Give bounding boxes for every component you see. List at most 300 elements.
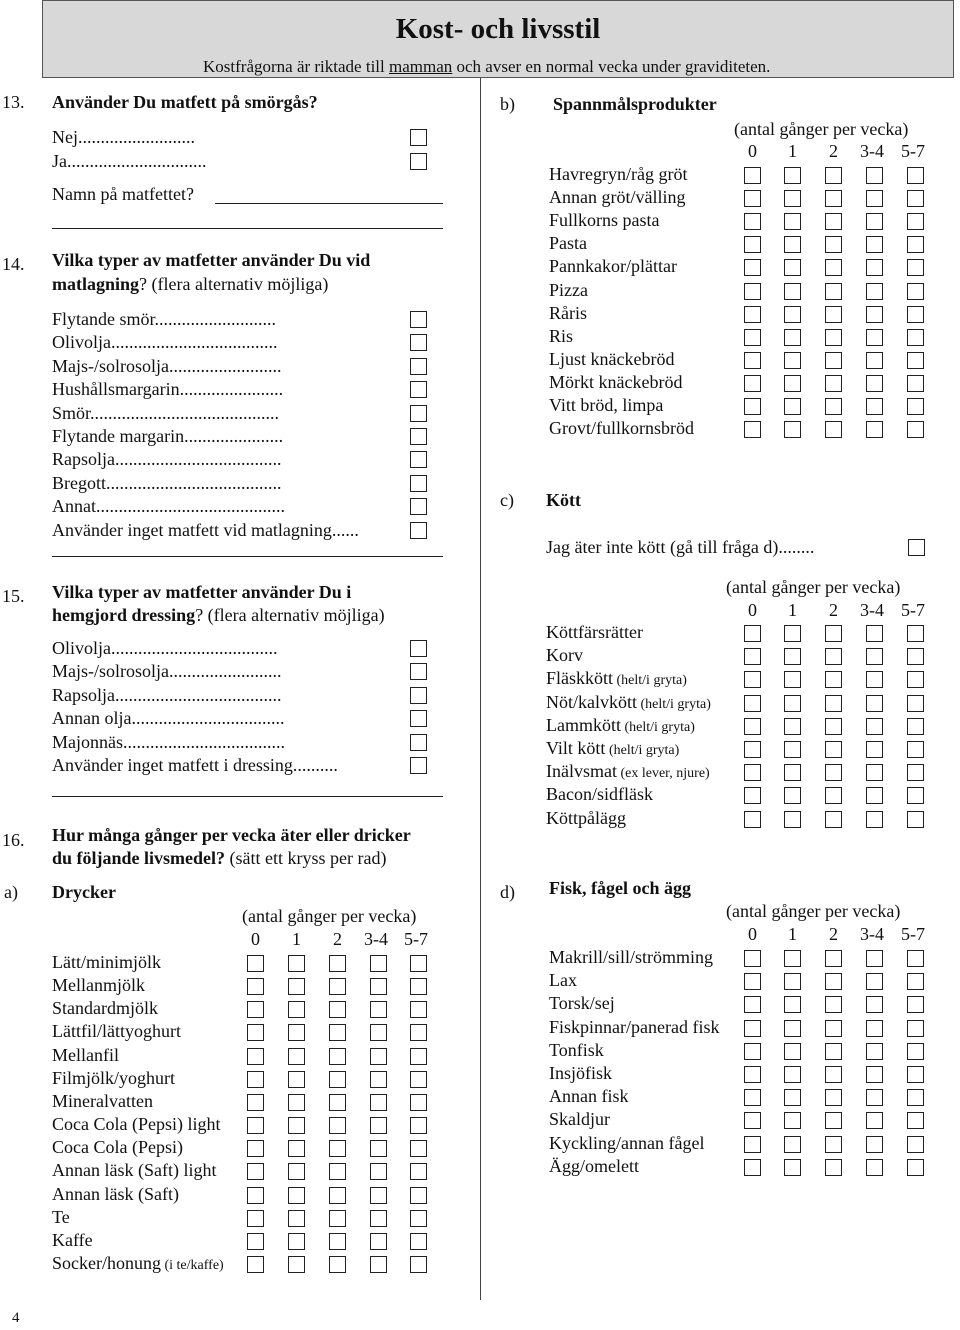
section_d-checkbox-3-4[interactable] bbox=[866, 1159, 883, 1176]
q15-question-line2 bbox=[52, 605, 385, 626]
item-name: Bacon/sidfläsk bbox=[546, 784, 653, 805]
item-name: Standardmjölk bbox=[52, 998, 158, 1019]
section_a-checkbox-5-7[interactable] bbox=[410, 1233, 427, 1250]
section_a-checkbox-0[interactable] bbox=[247, 1163, 264, 1180]
section_a-checkbox-0[interactable] bbox=[247, 1140, 264, 1157]
section_a-checkbox-5-7[interactable] bbox=[410, 1024, 427, 1041]
section_d-checkbox-1[interactable] bbox=[784, 950, 801, 967]
section_b-checkbox-5-7[interactable] bbox=[907, 259, 924, 276]
section_d-checkbox-5-7[interactable] bbox=[907, 1159, 924, 1176]
section_c-checkbox-3-4[interactable] bbox=[866, 625, 883, 642]
section_b-checkbox-3-4[interactable] bbox=[866, 306, 883, 323]
section_c-checkbox-1[interactable] bbox=[784, 718, 801, 735]
item-name: Coca Cola (Pepsi) light bbox=[52, 1114, 221, 1135]
section_b-item-label bbox=[549, 187, 685, 208]
section_b-checkbox-5-7[interactable] bbox=[907, 398, 924, 415]
section_c-checkbox-5-7[interactable] bbox=[907, 811, 924, 828]
section_a-checkbox-1[interactable] bbox=[288, 955, 305, 972]
section_c-checkbox-1[interactable] bbox=[784, 741, 801, 758]
section_b-checkbox-0[interactable] bbox=[744, 375, 761, 392]
q14-option-checkbox[interactable] bbox=[410, 475, 427, 492]
section_d-checkbox-5-7[interactable] bbox=[907, 1136, 924, 1153]
q14-option-label: Hushållsmargarin....................... bbox=[52, 379, 284, 400]
section_d-checkbox-5-7[interactable] bbox=[907, 1112, 924, 1129]
section_b-checkbox-1[interactable] bbox=[784, 375, 801, 392]
section_d-freq-col-0: 0 bbox=[748, 924, 757, 944]
section_c-checkbox-0[interactable] bbox=[744, 671, 761, 688]
section_d-checkbox-2[interactable] bbox=[825, 950, 842, 967]
section_c-item-label bbox=[546, 784, 653, 805]
section_a-checkbox-2[interactable] bbox=[329, 1117, 346, 1134]
q14-option-checkbox[interactable] bbox=[410, 311, 427, 328]
section_b-checkbox-3-4[interactable] bbox=[866, 190, 883, 207]
no-meat-checkbox[interactable] bbox=[908, 539, 925, 556]
section_c-checkbox-2[interactable] bbox=[825, 718, 842, 735]
section_a-checkbox-3-4[interactable] bbox=[370, 1001, 387, 1018]
section_d-checkbox-3-4[interactable] bbox=[866, 1020, 883, 1037]
section_b-checkbox-3-4[interactable] bbox=[866, 421, 883, 438]
section_a-item-label bbox=[52, 1230, 93, 1251]
item-note: (ex lever, njure) bbox=[616, 766, 710, 782]
section_d-checkbox-0[interactable] bbox=[744, 996, 761, 1013]
section_b-item-label bbox=[549, 326, 573, 347]
q15-option-checkbox[interactable] bbox=[410, 757, 427, 774]
section_a-checkbox-3-4[interactable] bbox=[370, 1163, 387, 1180]
section_d-checkbox-1[interactable] bbox=[784, 1043, 801, 1060]
section_d-checkbox-5-7[interactable] bbox=[907, 1043, 924, 1060]
section_d-checkbox-0[interactable] bbox=[744, 1020, 761, 1037]
section_a-checkbox-0[interactable] bbox=[247, 1001, 264, 1018]
section_d-checkbox-1[interactable] bbox=[784, 996, 801, 1013]
section_b-checkbox-2[interactable] bbox=[825, 283, 842, 300]
section_a-checkbox-5-7[interactable] bbox=[410, 1048, 427, 1065]
section_c-checkbox-5-7[interactable] bbox=[907, 718, 924, 735]
section_c-checkbox-2[interactable] bbox=[825, 695, 842, 712]
section_a-checkbox-3-4[interactable] bbox=[370, 1071, 387, 1088]
section_a-checkbox-3-4[interactable] bbox=[370, 1094, 387, 1111]
section_c-checkbox-3-4[interactable] bbox=[866, 718, 883, 735]
section_c-checkbox-5-7[interactable] bbox=[907, 625, 924, 642]
page-header bbox=[42, 0, 954, 78]
section_a-freq-col-0: 0 bbox=[251, 929, 260, 949]
section_d-checkbox-1[interactable] bbox=[784, 1020, 801, 1037]
section_a-checkbox-2[interactable] bbox=[329, 1256, 346, 1273]
section_b-checkbox-0[interactable] bbox=[744, 329, 761, 346]
section_b-checkbox-2[interactable] bbox=[825, 375, 842, 392]
item-name: Pasta bbox=[549, 233, 587, 254]
section_a-checkbox-2[interactable] bbox=[329, 1233, 346, 1250]
section_d-checkbox-2[interactable] bbox=[825, 1089, 842, 1106]
section_a-checkbox-1[interactable] bbox=[288, 1140, 305, 1157]
section_a-checkbox-2[interactable] bbox=[329, 1140, 346, 1157]
section_a-checkbox-5-7[interactable] bbox=[410, 978, 427, 995]
section_a-checkbox-5-7[interactable] bbox=[410, 1117, 427, 1134]
section_d-checkbox-3-4[interactable] bbox=[866, 1089, 883, 1106]
section_a-checkbox-5-7[interactable] bbox=[410, 1094, 427, 1111]
section_d-item-label bbox=[549, 1133, 704, 1154]
section_b-checkbox-5-7[interactable] bbox=[907, 213, 924, 230]
section_a-checkbox-2[interactable] bbox=[329, 1210, 346, 1227]
section_d-checkbox-3-4[interactable] bbox=[866, 1043, 883, 1060]
item-name: Ägg/omelett bbox=[549, 1155, 639, 1176]
section_b-checkbox-5-7[interactable] bbox=[907, 236, 924, 253]
section_a-checkbox-2[interactable] bbox=[329, 1187, 346, 1204]
section_d-checkbox-3-4[interactable] bbox=[866, 1112, 883, 1129]
section_c-checkbox-2[interactable] bbox=[825, 764, 842, 781]
section_d-item-label bbox=[549, 970, 577, 991]
section_c-checkbox-2[interactable] bbox=[825, 741, 842, 758]
section_d-checkbox-0[interactable] bbox=[744, 1159, 761, 1176]
section_b-freq-col-0: 0 bbox=[748, 141, 757, 161]
q13-name-prompt: Namn på matfettet? bbox=[52, 184, 194, 204]
section_b-checkbox-0[interactable] bbox=[744, 167, 761, 184]
section_c-checkbox-3-4[interactable] bbox=[866, 764, 883, 781]
q13-checkbox-nej[interactable] bbox=[410, 129, 427, 146]
q14-option-checkbox[interactable] bbox=[410, 428, 427, 445]
section_c-checkbox-2[interactable] bbox=[825, 671, 842, 688]
section_d-checkbox-1[interactable] bbox=[784, 1089, 801, 1106]
section_a-checkbox-2[interactable] bbox=[329, 1048, 346, 1065]
section_b-checkbox-2[interactable] bbox=[825, 259, 842, 276]
section_a-item-label bbox=[52, 952, 161, 973]
section_d-checkbox-3-4[interactable] bbox=[866, 973, 883, 990]
page-title: Kost- och livsstil bbox=[395, 13, 601, 45]
section_d-checkbox-5-7[interactable] bbox=[907, 996, 924, 1013]
section_a-checkbox-1[interactable] bbox=[288, 1210, 305, 1227]
section_b-checkbox-5-7[interactable] bbox=[907, 167, 924, 184]
section_a-checkbox-1[interactable] bbox=[288, 1001, 305, 1018]
item-name: Mellanmjölk bbox=[52, 975, 145, 996]
section_d-checkbox-3-4[interactable] bbox=[866, 950, 883, 967]
section_d-freq-heading: (antal gånger per vecka) bbox=[726, 901, 901, 921]
section_c-checkbox-2[interactable] bbox=[825, 787, 842, 804]
section_a-checkbox-2[interactable] bbox=[329, 1071, 346, 1088]
section_b-checkbox-1[interactable] bbox=[784, 213, 801, 230]
section_a-item-label bbox=[52, 1184, 179, 1205]
section_b-checkbox-1[interactable] bbox=[784, 306, 801, 323]
section_a-checkbox-0[interactable] bbox=[247, 978, 264, 995]
section_b-checkbox-2[interactable] bbox=[825, 398, 842, 415]
item-name: Ljust knäckebröd bbox=[549, 348, 675, 369]
section_d-checkbox-1[interactable] bbox=[784, 1159, 801, 1176]
section_d-checkbox-2[interactable] bbox=[825, 1020, 842, 1037]
section_a-checkbox-2[interactable] bbox=[329, 1094, 346, 1111]
section_b-checkbox-0[interactable] bbox=[744, 283, 761, 300]
section_d-checkbox-1[interactable] bbox=[784, 1066, 801, 1083]
section_a-freq-heading: (antal gånger per vecka) bbox=[242, 906, 417, 926]
section_c-checkbox-0[interactable] bbox=[744, 625, 761, 642]
section_c-checkbox-2[interactable] bbox=[825, 625, 842, 642]
section_b-checkbox-0[interactable] bbox=[744, 352, 761, 369]
section_b-checkbox-3-4[interactable] bbox=[866, 259, 883, 276]
section_b-freq-col-1: 1 bbox=[788, 141, 797, 161]
section_a-checkbox-1[interactable] bbox=[288, 1094, 305, 1111]
section_a-checkbox-5-7[interactable] bbox=[410, 1210, 427, 1227]
section_b-item-label bbox=[549, 303, 587, 324]
section_d-checkbox-2[interactable] bbox=[825, 973, 842, 990]
section_a-checkbox-0[interactable] bbox=[247, 1233, 264, 1250]
section_b-checkbox-3-4[interactable] bbox=[866, 375, 883, 392]
q14-option-checkbox[interactable] bbox=[410, 358, 427, 375]
section_a-checkbox-1[interactable] bbox=[288, 1117, 305, 1134]
section_b-checkbox-3-4[interactable] bbox=[866, 283, 883, 300]
section_c-item-label bbox=[546, 715, 695, 736]
section_c-checkbox-3-4[interactable] bbox=[866, 741, 883, 758]
section_d-checkbox-2[interactable] bbox=[825, 1066, 842, 1083]
section_b-checkbox-5-7[interactable] bbox=[907, 190, 924, 207]
item-name: Mörkt knäckebröd bbox=[549, 371, 683, 392]
section_b-checkbox-2[interactable] bbox=[825, 236, 842, 253]
section_a-checkbox-0[interactable] bbox=[247, 1187, 264, 1204]
section_a-checkbox-3-4[interactable] bbox=[370, 1233, 387, 1250]
section_c-checkbox-1[interactable] bbox=[784, 625, 801, 642]
section_c-checkbox-0[interactable] bbox=[744, 695, 761, 712]
section_b-checkbox-0[interactable] bbox=[744, 190, 761, 207]
page-number: 4 bbox=[12, 1310, 20, 1326]
section_d-checkbox-3-4[interactable] bbox=[866, 996, 883, 1013]
section_a-checkbox-0[interactable] bbox=[247, 955, 264, 972]
section_a-checkbox-0[interactable] bbox=[247, 1094, 264, 1111]
section_d-checkbox-5-7[interactable] bbox=[907, 1089, 924, 1106]
section_c-checkbox-0[interactable] bbox=[744, 787, 761, 804]
section_c-checkbox-3-4[interactable] bbox=[866, 671, 883, 688]
q15-write-line[interactable] bbox=[52, 796, 443, 797]
q15-option-checkbox[interactable] bbox=[410, 663, 427, 680]
section_c-checkbox-1[interactable] bbox=[784, 811, 801, 828]
q14-option-checkbox[interactable] bbox=[410, 451, 427, 468]
section_c-checkbox-1[interactable] bbox=[784, 764, 801, 781]
section_c-checkbox-3-4[interactable] bbox=[866, 787, 883, 804]
section_a-checkbox-1[interactable] bbox=[288, 1233, 305, 1250]
q16-number: 16. bbox=[2, 830, 25, 850]
section_b-checkbox-1[interactable] bbox=[784, 259, 801, 276]
section_c-checkbox-3-4[interactable] bbox=[866, 648, 883, 665]
section_b-freq-heading: (antal gånger per vecka) bbox=[734, 119, 909, 139]
section_d-checkbox-5-7[interactable] bbox=[907, 1020, 924, 1037]
section_a-checkbox-2[interactable] bbox=[329, 1001, 346, 1018]
section_d-checkbox-1[interactable] bbox=[784, 973, 801, 990]
q14-option-checkbox[interactable] bbox=[410, 405, 427, 422]
item-name: Annan läsk (Saft) bbox=[52, 1183, 179, 1204]
section_b-checkbox-2[interactable] bbox=[825, 352, 842, 369]
section_a-item-label bbox=[52, 1114, 220, 1135]
section_c-checkbox-0[interactable] bbox=[744, 718, 761, 735]
q13-name-line[interactable] bbox=[215, 203, 443, 204]
q15-option-label: Majs-/solrosolja......................... bbox=[52, 661, 282, 682]
section_b-checkbox-2[interactable] bbox=[825, 421, 842, 438]
section_d-checkbox-2[interactable] bbox=[825, 1112, 842, 1129]
section_a-checkbox-0[interactable] bbox=[247, 1071, 264, 1088]
section_b-checkbox-2[interactable] bbox=[825, 167, 842, 184]
section_b-checkbox-5-7[interactable] bbox=[907, 283, 924, 300]
q14-write-line[interactable] bbox=[52, 556, 443, 557]
section_b-checkbox-5-7[interactable] bbox=[907, 306, 924, 323]
section_a-checkbox-5-7[interactable] bbox=[410, 1140, 427, 1157]
section_a-checkbox-3-4[interactable] bbox=[370, 1140, 387, 1157]
section_b-checkbox-3-4[interactable] bbox=[866, 352, 883, 369]
section_a-checkbox-1[interactable] bbox=[288, 1071, 305, 1088]
section_d-freq-col-2: 2 bbox=[829, 924, 838, 944]
section_d-checkbox-3-4[interactable] bbox=[866, 1066, 883, 1083]
section_c-checkbox-0[interactable] bbox=[744, 764, 761, 781]
section_c-checkbox-0[interactable] bbox=[744, 741, 761, 758]
section_d-checkbox-5-7[interactable] bbox=[907, 973, 924, 990]
section_b-checkbox-0[interactable] bbox=[744, 236, 761, 253]
section_b-checkbox-1[interactable] bbox=[784, 398, 801, 415]
section_d-item-label bbox=[549, 993, 615, 1014]
section_c-checkbox-0[interactable] bbox=[744, 811, 761, 828]
section_a-checkbox-0[interactable] bbox=[247, 1024, 264, 1041]
section_b-checkbox-2[interactable] bbox=[825, 190, 842, 207]
section_a-checkbox-3-4[interactable] bbox=[370, 1187, 387, 1204]
section_a-checkbox-2[interactable] bbox=[329, 955, 346, 972]
section_b-checkbox-1[interactable] bbox=[784, 190, 801, 207]
q15-option-checkbox[interactable] bbox=[410, 640, 427, 657]
section_b-checkbox-1[interactable] bbox=[784, 421, 801, 438]
section_d-checkbox-1[interactable] bbox=[784, 1112, 801, 1129]
section_c-checkbox-5-7[interactable] bbox=[907, 648, 924, 665]
section_b-checkbox-0[interactable] bbox=[744, 398, 761, 415]
section_a-checkbox-0[interactable] bbox=[247, 1210, 264, 1227]
section_c-checkbox-1[interactable] bbox=[784, 648, 801, 665]
section_b-checkbox-1[interactable] bbox=[784, 329, 801, 346]
section_d-checkbox-1[interactable] bbox=[784, 1136, 801, 1153]
section_a-checkbox-5-7[interactable] bbox=[410, 1187, 427, 1204]
section_b-checkbox-5-7[interactable] bbox=[907, 329, 924, 346]
section_d-checkbox-5-7[interactable] bbox=[907, 1066, 924, 1083]
section_a-checkbox-3-4[interactable] bbox=[370, 978, 387, 995]
q14-option-label: Bregott....................................... bbox=[52, 472, 282, 493]
section_a-checkbox-1[interactable] bbox=[288, 1187, 305, 1204]
section_d-checkbox-0[interactable] bbox=[744, 950, 761, 967]
section_a-checkbox-5-7[interactable] bbox=[410, 1163, 427, 1180]
q14-option-checkbox[interactable] bbox=[410, 334, 427, 351]
section_d-checkbox-0[interactable] bbox=[744, 1136, 761, 1153]
section_c-checkbox-5-7[interactable] bbox=[907, 671, 924, 688]
q13-checkbox-ja[interactable] bbox=[410, 153, 427, 170]
section_d-checkbox-2[interactable] bbox=[825, 1159, 842, 1176]
section_d-checkbox-2[interactable] bbox=[825, 1043, 842, 1060]
section_b-checkbox-5-7[interactable] bbox=[907, 421, 924, 438]
section_b-checkbox-2[interactable] bbox=[825, 306, 842, 323]
section_a-checkbox-0[interactable] bbox=[247, 1256, 264, 1273]
section_c-checkbox-5-7[interactable] bbox=[907, 741, 924, 758]
section_a-checkbox-3-4[interactable] bbox=[370, 955, 387, 972]
section_b-checkbox-1[interactable] bbox=[784, 352, 801, 369]
section_b-checkbox-0[interactable] bbox=[744, 259, 761, 276]
section_b-checkbox-1[interactable] bbox=[784, 283, 801, 300]
section_c-item-label bbox=[546, 692, 711, 713]
section_b-checkbox-1[interactable] bbox=[784, 236, 801, 253]
section_c-checkbox-5-7[interactable] bbox=[907, 787, 924, 804]
section_b-checkbox-0[interactable] bbox=[744, 213, 761, 230]
section_d-checkbox-0[interactable] bbox=[744, 1043, 761, 1060]
section_a-checkbox-0[interactable] bbox=[247, 1048, 264, 1065]
section_c-checkbox-2[interactable] bbox=[825, 811, 842, 828]
section_c-checkbox-1[interactable] bbox=[784, 695, 801, 712]
section_b-checkbox-0[interactable] bbox=[744, 421, 761, 438]
item-name: Coca Cola (Pepsi) bbox=[52, 1137, 183, 1158]
section_a-checkbox-3-4[interactable] bbox=[370, 1048, 387, 1065]
section_b-checkbox-2[interactable] bbox=[825, 329, 842, 346]
section_a-checkbox-1[interactable] bbox=[288, 978, 305, 995]
section_d-checkbox-0[interactable] bbox=[744, 1089, 761, 1106]
section_d-checkbox-2[interactable] bbox=[825, 996, 842, 1013]
q15-option-checkbox[interactable] bbox=[410, 734, 427, 751]
section_a-item-label bbox=[52, 1137, 183, 1158]
section_c-checkbox-3-4[interactable] bbox=[866, 695, 883, 712]
section_a-checkbox-2[interactable] bbox=[329, 978, 346, 995]
section_c-checkbox-3-4[interactable] bbox=[866, 811, 883, 828]
section_b-checkbox-3-4[interactable] bbox=[866, 236, 883, 253]
section_c-checkbox-2[interactable] bbox=[825, 648, 842, 665]
q14-question-line1: Vilka typer av matfetter använder Du vid bbox=[52, 250, 371, 270]
q14-option-checkbox[interactable] bbox=[410, 381, 427, 398]
section_b-item-label bbox=[549, 256, 677, 277]
section_a-checkbox-5-7[interactable] bbox=[410, 1071, 427, 1088]
section_a-checkbox-2[interactable] bbox=[329, 1024, 346, 1041]
section_a-item-label bbox=[52, 1091, 153, 1112]
section_c-checkbox-5-7[interactable] bbox=[907, 764, 924, 781]
section_d-checkbox-5-7[interactable] bbox=[907, 950, 924, 967]
q14-option-label: Olivolja..................................... bbox=[52, 332, 278, 353]
section_a-checkbox-1[interactable] bbox=[288, 1048, 305, 1065]
section_a-checkbox-3-4[interactable] bbox=[370, 1210, 387, 1227]
q14-question-rest: ? (flera alternativ möjliga) bbox=[139, 274, 329, 294]
section_a-checkbox-5-7[interactable] bbox=[410, 955, 427, 972]
section_a-checkbox-1[interactable] bbox=[288, 1163, 305, 1180]
section_b-checkbox-3-4[interactable] bbox=[866, 329, 883, 346]
q15-option-checkbox[interactable] bbox=[410, 710, 427, 727]
section_c-checkbox-5-7[interactable] bbox=[907, 695, 924, 712]
section_a-checkbox-3-4[interactable] bbox=[370, 1256, 387, 1273]
section_a-checkbox-5-7[interactable] bbox=[410, 1001, 427, 1018]
section_a-checkbox-0[interactable] bbox=[247, 1117, 264, 1134]
q16-question-line2 bbox=[52, 848, 386, 869]
q14-option-checkbox[interactable] bbox=[410, 498, 427, 515]
section_a-checkbox-3-4[interactable] bbox=[370, 1024, 387, 1041]
section_b-checkbox-3-4[interactable] bbox=[866, 213, 883, 230]
section_c-checkbox-1[interactable] bbox=[784, 787, 801, 804]
section_a-freq-col-2: 2 bbox=[333, 929, 342, 949]
q14-question-bold: matlagning bbox=[52, 274, 140, 294]
section_b-checkbox-0[interactable] bbox=[744, 306, 761, 323]
section_a-checkbox-5-7[interactable] bbox=[410, 1256, 427, 1273]
section_d-checkbox-0[interactable] bbox=[744, 973, 761, 990]
q15-option-checkbox[interactable] bbox=[410, 687, 427, 704]
q14-option-checkbox[interactable] bbox=[410, 522, 427, 539]
item-name: Annan fisk bbox=[549, 1086, 629, 1107]
section_b-checkbox-5-7[interactable] bbox=[907, 352, 924, 369]
section_b-checkbox-5-7[interactable] bbox=[907, 375, 924, 392]
section_d-checkbox-3-4[interactable] bbox=[866, 1136, 883, 1153]
section_d-checkbox-0[interactable] bbox=[744, 1066, 761, 1083]
q13-name-line2[interactable] bbox=[52, 228, 443, 229]
section_a-checkbox-2[interactable] bbox=[329, 1163, 346, 1180]
section_c-checkbox-0[interactable] bbox=[744, 648, 761, 665]
section_b-checkbox-3-4[interactable] bbox=[866, 167, 883, 184]
section_b-checkbox-1[interactable] bbox=[784, 167, 801, 184]
section_d-freq-col-3-4: 3-4 bbox=[860, 924, 884, 944]
section_d-checkbox-0[interactable] bbox=[744, 1112, 761, 1129]
section_b-checkbox-2[interactable] bbox=[825, 213, 842, 230]
section_b-checkbox-3-4[interactable] bbox=[866, 398, 883, 415]
section_a-checkbox-3-4[interactable] bbox=[370, 1117, 387, 1134]
section_a-checkbox-1[interactable] bbox=[288, 1024, 305, 1041]
section_c-checkbox-1[interactable] bbox=[784, 671, 801, 688]
section_a-checkbox-1[interactable] bbox=[288, 1256, 305, 1273]
section_d-checkbox-2[interactable] bbox=[825, 1136, 842, 1153]
